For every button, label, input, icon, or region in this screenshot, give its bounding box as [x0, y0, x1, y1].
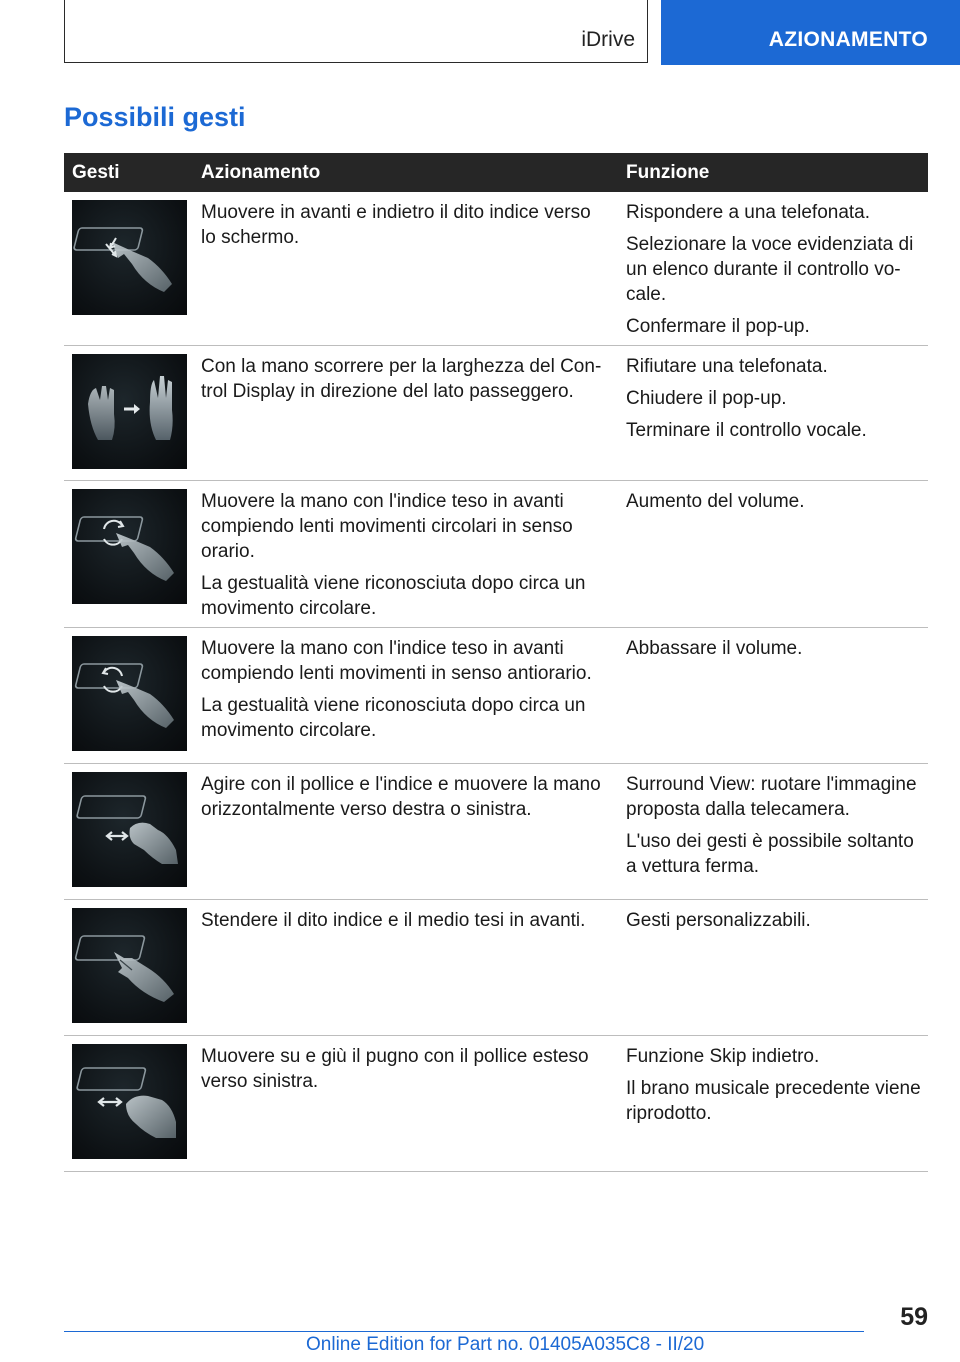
action-text: Con la mano scorrere per la larghezza del Control Display in direzione del lato passeggero.: [201, 356, 602, 402]
function-text: Confermare il pop-up.: [626, 316, 810, 337]
function-text: L'uso dei gesti è possibile soltanto a vettura ferma.: [626, 831, 914, 877]
action-text: Muovere la mano con l'indice teso in avanti compiendo lenti movimenti in senso antiorario.: [201, 638, 592, 684]
footer-divider: [64, 1331, 864, 1332]
action-text: La gestualità viene riconosciuta dopo circa un movimento circolare.: [201, 695, 586, 741]
table-header: [64, 153, 928, 192]
table-row: [64, 764, 928, 900]
function-text: Rifiutare una telefonata.: [626, 356, 828, 377]
table-header-azionamento: Azionamento: [201, 161, 321, 183]
table-row: [64, 900, 928, 1036]
function-text: Funzione Skip indietro.: [626, 1046, 820, 1067]
two-finger-point-icon: [72, 908, 187, 1023]
table-row: [64, 1036, 928, 1172]
function-text: Aumento del volume.: [626, 491, 805, 512]
header-section-label: iDrive: [581, 28, 635, 51]
gesture-table: [64, 153, 928, 1172]
function-text: Selezionare la voce evidenziata di un elenco durante il controllo vocale.: [626, 234, 914, 305]
action-text: Stendere il dito indice e il medio tesi in avanti.: [201, 910, 586, 931]
finger-circle-counterclockwise-icon: [72, 636, 187, 751]
fist-thumb-left-icon: [72, 1044, 187, 1159]
table-row: [64, 628, 928, 764]
table-header-funzione: Funzione: [626, 161, 710, 183]
table-row: [64, 481, 928, 628]
page-number: 59: [900, 1303, 928, 1331]
function-text: Rispondere a una telefonata.: [626, 202, 871, 223]
function-text: Gesti personalizzabili.: [626, 910, 811, 931]
page-title: Possibili gesti: [64, 102, 246, 132]
action-text: Agire con il pollice e l'indice e muovere la mano orizzontalmente verso destra o sinistra.: [201, 774, 601, 820]
action-text: Muovere in avanti e indietro il dito indice verso lo schermo.: [201, 202, 591, 248]
table-row: [64, 346, 928, 481]
finger-tap-forward-back-icon: [72, 200, 187, 315]
table-header-gesti: Gesti: [72, 161, 120, 183]
action-text: La gestualità viene riconosciuta dopo circa un movimento circolare.: [201, 573, 586, 619]
footer-edition-text: Online Edition for Part no. 01405A035C8 - II/20: [306, 1334, 705, 1355]
pinch-rotate-icon: [72, 772, 187, 887]
table-row: [64, 192, 928, 346]
header-section-box: [64, 0, 648, 63]
action-text: Muovere su e giù il pugno con il pollice esteso verso sinistra.: [201, 1046, 589, 1092]
header-chapter-tab: [661, 0, 960, 65]
action-text: Muovere la mano con l'indice teso in avanti compiendo lenti movimenti circolari in senso orario.: [201, 491, 573, 562]
function-text: Surround View: ruotare l'immagine proposta dalla telecamera.: [626, 774, 917, 820]
function-text: Chiudere il pop-up.: [626, 388, 787, 409]
hand-swipe-icon: [72, 354, 187, 469]
finger-circle-clockwise-icon: [72, 489, 187, 604]
header-chapter-label: AZIONAMENTO: [768, 28, 928, 51]
function-text: Abbassare il volume.: [626, 638, 803, 659]
function-text: Il brano musicale precedente viene riprodotto.: [626, 1078, 921, 1124]
function-text: Terminare il controllo vocale.: [626, 420, 867, 441]
